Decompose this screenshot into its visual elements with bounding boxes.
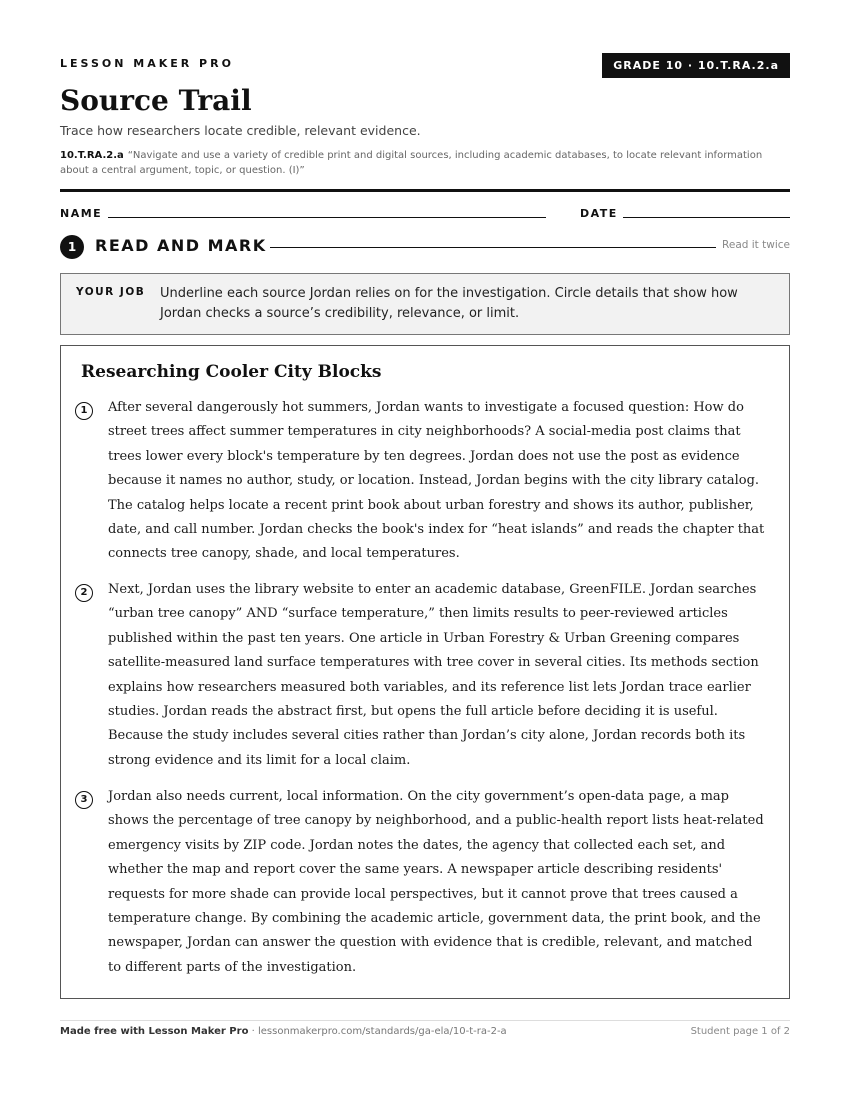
brand-name: LESSON MAKER PRO (60, 57, 234, 70)
name-label: NAME (60, 207, 103, 220)
section-note: Read it twice (722, 239, 790, 251)
date-field[interactable] (623, 217, 790, 218)
paragraph-number: 2 (75, 584, 93, 602)
paragraph-text: Jordan also needs current, local information. On the city government’s open-data page, a map shows the percentage of tree canopy by neighborhood, and a public-health report lists heat-related emergency visits by ZIP code. Jordan notes the dates, the agency that collected each set, and whether the map and report cover the same years. A newspaper article describing residents' requests for more shade can provide local perspectives, but it cannot prove that trees caused a temperature change. By combining the academic article, government data, the print book, and the newspaper, Jordan can answer the question with evidence that is credible, relevant, and matched to different parts of the investigation. (108, 789, 764, 975)
paragraph-text: Next, Jordan uses the library website to enter an academic database, GreenFILE. Jordan searches “urban tree canopy” AND “surface temperature,” then limits results to peer-reviewed articles published within the past ten years. One article in Urban Forestry & Urban Greening compares satellite-measured land surface temperatures with tree cover in several cities. Its methods section explains how researchers measured both variables, and its reference list lets Jordan trace earlier studies. Jordan reads the abstract first, but opens the full article before deciding it is useful. Because the study includes several cities rather than Jordan’s city alone, Jordan records both its strong evidence and its limit for a local claim. (108, 582, 759, 768)
your-job-text: Underline each source Jordan relies on for the investigation. Circle details that show how Jordan checks a source’s credibility, relevance, or limit. (160, 286, 738, 321)
paragraph-text: After several dangerously hot summers, Jordan wants to investigate a focused question: How do street trees affect summer temperatures in city neighborhoods? A social-media post claims that trees lower every block's temperature by ten degrees. Jordan does not use the post as evidence because it names no author, study, or location. Instead, Jordan begins with the city library catalog. The catalog helps locate a recent print book about urban forestry and shows its author, publisher, date, and call number. Jordan checks the book's index for “heat islands” and reads the chapter that connects tree canopy, shade, and local temperatures. (108, 400, 765, 562)
footer-url[interactable]: · lessonmakerpro.com/standards/ga-ela/10-t-ra-2-a (248, 1026, 507, 1037)
name-date-row (60, 205, 790, 221)
page-title: Source Trail (60, 84, 252, 117)
header-divider (60, 189, 790, 192)
standard-statement (60, 148, 780, 178)
grade-badge: GRADE 10 · 10.T.RA.2.a (602, 53, 790, 78)
standard-code: 10.T.RA.2.a (60, 150, 124, 161)
reading-passage (60, 345, 790, 999)
section-header (60, 234, 790, 260)
passage-title: Researching Cooler City Blocks (81, 362, 382, 382)
footer-credit (60, 1026, 507, 1037)
paragraph-number: 1 (75, 402, 93, 420)
your-job-label: YOUR JOB (76, 286, 146, 298)
date-label: DATE (580, 207, 618, 220)
section-title: READ AND MARK (95, 236, 267, 255)
page-subtitle: Trace how researchers locate credible, relevant evidence. (60, 123, 421, 138)
section-number-badge: 1 (60, 235, 84, 259)
standard-text: “Navigate and use a variety of credible print and digital sources, including academic databases, to locate relevant information about a central argument, topic, or question. (I)” (60, 150, 763, 176)
section-divider (270, 247, 716, 248)
name-field[interactable] (108, 217, 546, 218)
footer-divider (60, 1020, 790, 1021)
footer-page-number: Student page 1 of 2 (690, 1026, 790, 1037)
your-job-box (60, 273, 790, 335)
footer-made-with: Made free with Lesson Maker Pro (60, 1026, 249, 1037)
paragraph-number: 3 (75, 791, 93, 809)
